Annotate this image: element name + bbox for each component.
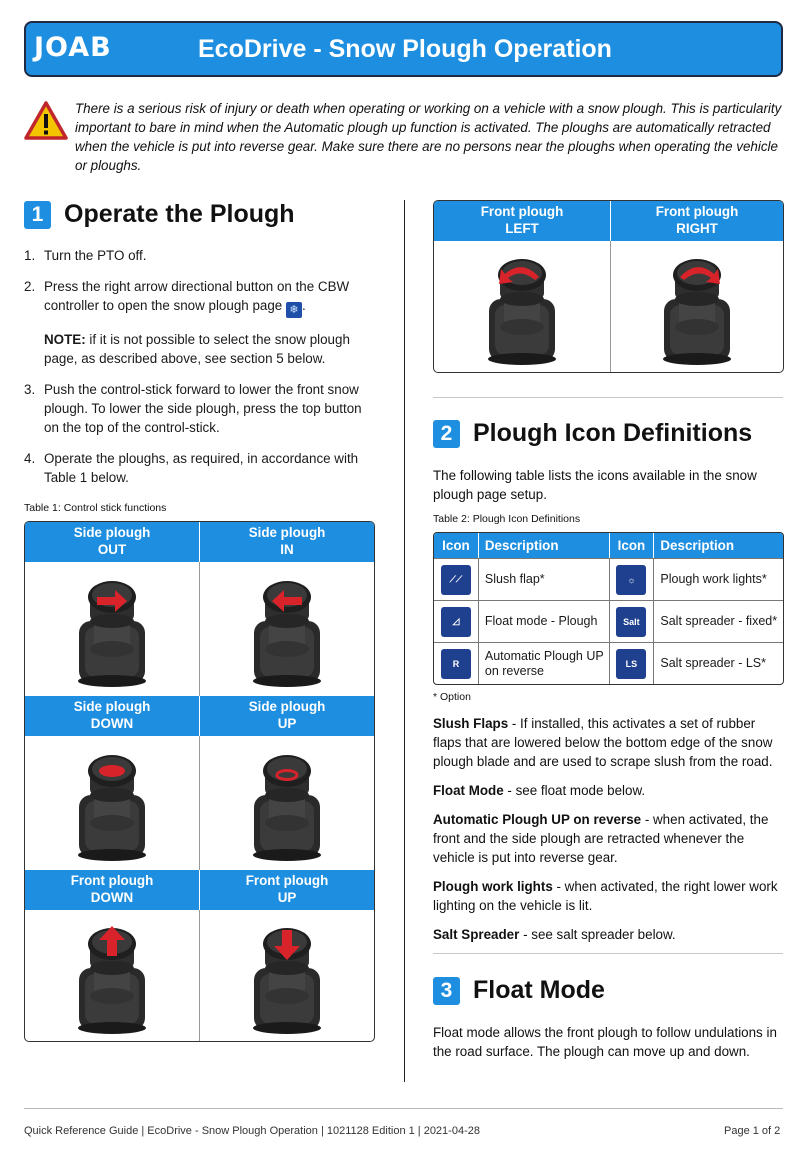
section-title: Operate the Plough	[64, 200, 295, 228]
table-header-cell: Description	[479, 533, 610, 558]
table-header-cell: Side plough UP	[200, 696, 374, 736]
section-number-badge: 2	[433, 420, 460, 448]
table-header-cell: Front plough LEFT	[434, 201, 611, 241]
table-header-cell: Icon	[610, 533, 655, 558]
section-title: Float Mode	[473, 976, 605, 1004]
table-header-cell: Front plough UP	[200, 870, 374, 910]
footer-info: Quick Reference Guide | EcoDrive - Snow Plough Operation | 1021128 Edition 1 | 2021-04-28	[24, 1125, 480, 1137]
front-plough-table	[433, 200, 784, 373]
joystick-image	[611, 241, 783, 372]
section-2-intro: The following table lists the icons available in the snow plough page setup.	[433, 468, 757, 502]
steps-list	[24, 246, 374, 499]
list-item: 4. Operate the ploughs, as required, in accordance with Table 1 below.	[24, 451, 359, 485]
definitions	[433, 714, 785, 954]
section-number-badge: 3	[433, 977, 460, 1005]
section-title: Plough Icon Definitions	[473, 419, 753, 447]
list-item: 3. Push the control-stick forward to lower the front snow plough. To lower the side plough, press the top button on the top of the control-stick.	[24, 382, 362, 435]
option-note: * Option	[433, 691, 471, 703]
note: NOTE: if it is not possible to select the snow plough page, as described above, see section 5 below.	[44, 332, 350, 366]
column-divider	[404, 200, 405, 1082]
control-stick-table	[24, 521, 375, 1042]
slush-flap-icon: ⟋⟋	[441, 565, 471, 595]
table-header-cell: Front plough DOWN	[25, 870, 200, 910]
float-mode-icon: ◿	[441, 607, 471, 637]
list-item: 1. Turn the PTO off.	[24, 248, 147, 263]
table-2-caption: Table 2: Plough Icon Definitions	[433, 513, 581, 525]
section-1-heading	[24, 200, 295, 229]
section-3-text: Float mode allows the front plough to follow undulations in the road surface. The plough can move up and down.	[433, 1025, 777, 1059]
page-number: Page 1 of 2	[724, 1125, 781, 1137]
section-2-heading	[433, 419, 752, 448]
joystick-image	[200, 562, 374, 696]
table-header-cell: Side plough DOWN	[25, 696, 200, 736]
joystick-image	[25, 910, 200, 1041]
page-title: EcoDrive - Snow Plough Operation	[198, 35, 612, 63]
definition: Automatic Plough UP on reverse - when activated, the front and the side plough are retracted whenever the vehicle is put into reverse gear.	[433, 812, 769, 865]
salt-fixed-icon: Salt	[616, 607, 646, 637]
definition: Slush Flaps - If installed, this activates a set of rubber flaps that are lowered below the bottom edge of the snow plough blade and are used to scrape slush from the road.	[433, 716, 773, 769]
joystick-image	[200, 910, 374, 1041]
table-row: ⟋⟋ Slush flap* ☼ Plough work lights*	[434, 558, 783, 600]
auto-up-reverse-icon: R	[441, 649, 471, 679]
joystick-image	[200, 736, 374, 870]
salt-ls-icon: LS	[616, 649, 646, 679]
icon-definitions-table	[433, 532, 784, 685]
warning-text: There is a serious risk of injury or death when operating or working on a vehicle with a snow plough. This is particularity important to bare in mind when the Automatic plough up function is activated. The ploughs are automatically retracted when the vehicle is put into reverse gear. Make sure there are no persons near the ploughs when operating the vehicle or ploughs.	[75, 101, 782, 173]
table-header-cell: Front plough RIGHT	[611, 201, 783, 241]
section-separator	[433, 397, 783, 398]
list-item: 2. Press the right arrow directional button on the CBW controller to open the snow plough page ❄ . NOTE: if it is not possible to select the snow plough page, as described above, see section 5 below.	[24, 277, 374, 368]
table-row: ◿ Float mode - Plough Salt Salt spreader - fixed*	[434, 600, 783, 642]
table-1-caption: Table 1: Control stick functions	[24, 502, 167, 514]
snowflake-icon: ❄	[286, 302, 302, 318]
table-header-cell: Side plough IN	[200, 522, 374, 562]
joystick-image	[25, 736, 200, 870]
table-header-cell: Description	[660, 538, 735, 553]
joystick-image	[434, 241, 611, 372]
section-separator	[433, 953, 783, 954]
footer-divider	[24, 1108, 783, 1109]
table-header-cell: Icon	[434, 533, 479, 558]
definition: Salt Spreader - see salt spreader below.	[433, 927, 676, 942]
joab-logo: JOAB	[34, 32, 112, 63]
warning-triangle-icon	[24, 101, 68, 141]
definition: Plough work lights - when activated, the right lower work lighting on the vehicle is lit.	[433, 879, 778, 913]
table-row: R Automatic Plough UP on reverse LS Salt spreader - LS*	[434, 642, 783, 684]
work-light-icon: ☼	[616, 565, 646, 595]
table-header-cell: Side plough OUT	[25, 522, 200, 562]
joystick-image	[25, 562, 200, 696]
section-number-badge: 1	[24, 201, 51, 229]
section-3-heading	[433, 976, 605, 1005]
definition: Float Mode - see float mode below.	[433, 783, 646, 798]
page-header	[24, 21, 783, 77]
